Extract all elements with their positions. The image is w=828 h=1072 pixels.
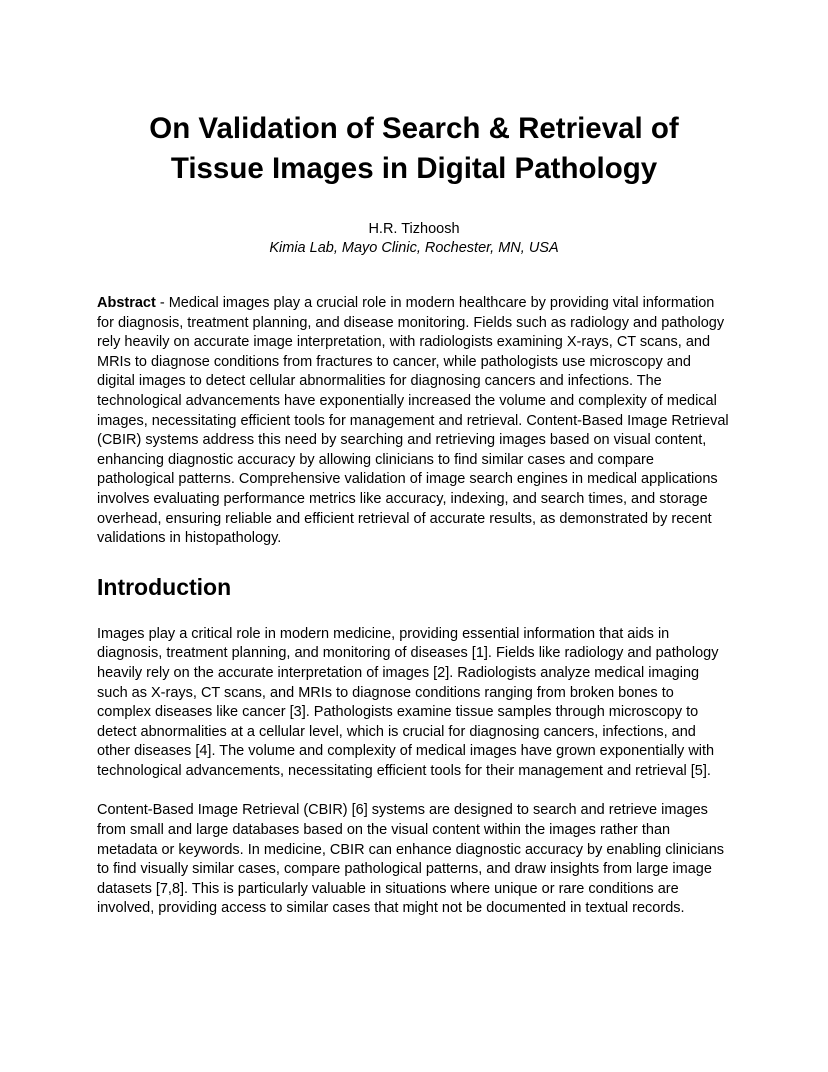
- abstract-text: - Medical images play a crucial role in modern healthcare by providing vital information for diagnosis, treatment planning, and disease monitoring. Fields such as radiology and pathology rely heavily on accurate image interpretation, with radiologists examining X-rays, CT scans, and MRIs to diagnose conditions from fractures to cancer, while pathologists use microscopy and digital images to detect cellular abnormalities for diagnosing cancers and infections. The technological advancements have exponentially increased the volume and complexity of medical images, necessitating efficient tools for management and retrieval. Content-Based Image Retrieval (CBIR) systems address this need by searching and retrieving images based on visual content, enhancing diagnostic accuracy by allowing clinicians to find similar cases and compare pathological patterns. Comprehensive validation of image search engines in medical applications involves evaluating performance metrics like accuracy, indexing, and search times, and storage overhead, ensuring reliable and efficient retrieval of accurate results, as demonstrated by recent validations in histopathology.: [97, 295, 729, 547]
- paper-title-line-2: Tissue Images in Digital Pathology: [170, 152, 658, 185]
- paper-title: [97, 109, 731, 189]
- abstract-label: Abstract: [97, 295, 156, 311]
- section-heading-introduction: Introduction: [97, 573, 232, 600]
- author-name: H.R. Tizhoosh: [368, 221, 460, 237]
- intro-paragraph-2: Content-Based Image Retrieval (CBIR) [6] systems are designed to search and retrieve images from small and large databases based on the visual content within the images rather than metadata or keywords. In medicine, CBIR can enhance diagnostic accuracy by enabling clinicians to find visually similar cases, compare pathological patterns, and draw insights from large image datasets [7,8]. This is particularly valuable in situations where unique or rare conditions are involved, providing access to similar cases that might not be documented in textual records.: [97, 802, 725, 917]
- author-affiliation: Kimia Lab, Mayo Clinic, Rochester, MN, USA: [269, 240, 559, 256]
- abstract: [97, 294, 731, 549]
- intro-paragraph-1: Images play a critical role in modern medicine, providing essential information that aids in diagnosis, treatment planning, and monitoring of diseases [1]. Fields like radiology and pathology heavily rely on the accurate interpretation of images [2]. Radiologists analyze medical imaging such as X-rays, CT scans, and MRIs to diagnose conditions ranging from broken bones to complex diseases like cancer [3]. Pathologists examine tissue samples through microscopy to detect abnormalities at a cellular level, which is crucial for diagnosing cancers, infections, and other diseases [4]. The volume and complexity of medical images have grown exponentially with technological advancements, necessitating efficient tools for their management and retrieval [5].: [97, 625, 719, 779]
- paper-title-line-1: On Validation of Search & Retrieval of: [149, 112, 679, 145]
